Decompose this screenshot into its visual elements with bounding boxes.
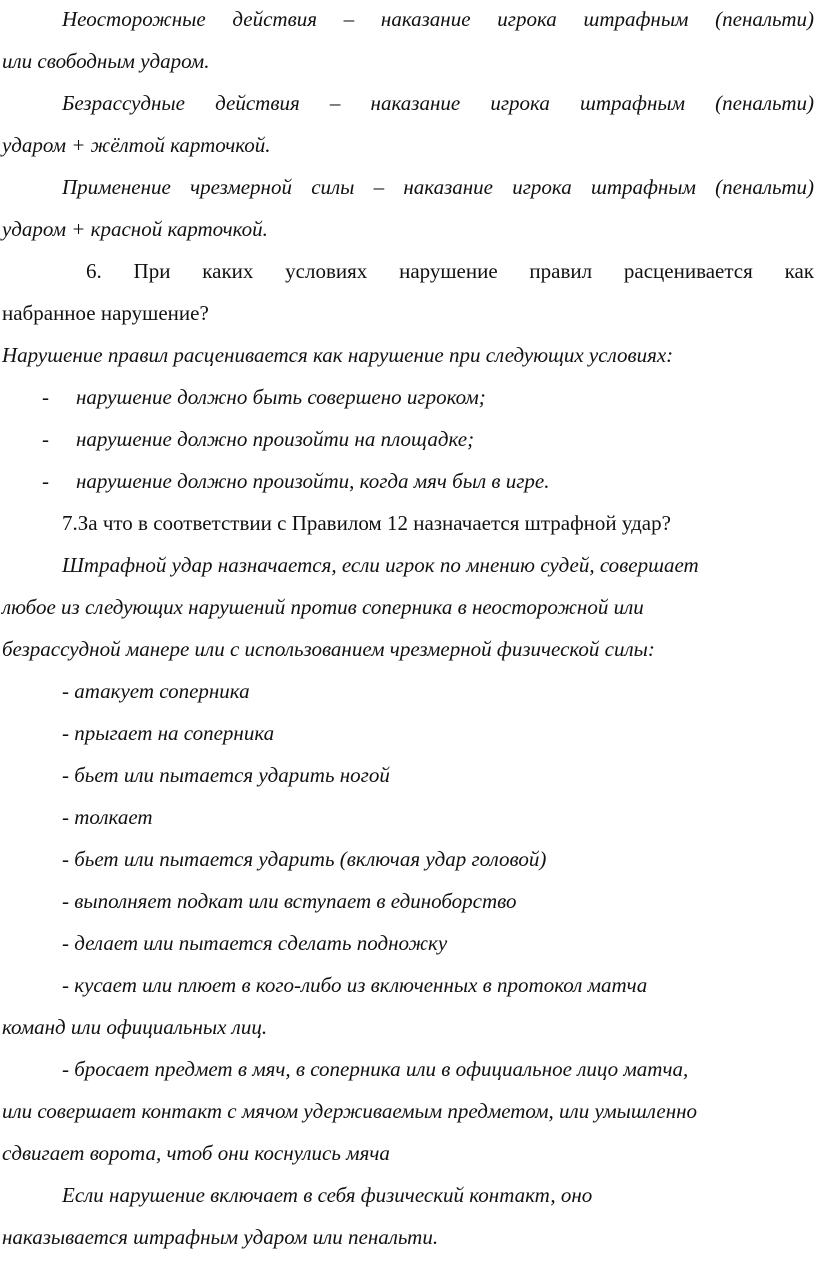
question-6-line1: 6. При каких условиях нарушение правил расценивается как — [86, 259, 814, 283]
final-paragraph-line2: наказывается штрафным ударом или пенальти. — [2, 1225, 439, 1249]
paragraph-careless-line2: или свободным ударом. — [2, 49, 210, 73]
foul-list-item: - выполняет подкат или вступает в единоборство — [62, 889, 517, 913]
foul-throw-line2: или совершает контакт с мячом удерживаемым предметом, или умышленно — [2, 1099, 698, 1123]
answer-7-line3: безрассудной манере или с использованием чрезмерной физической силы: — [2, 637, 655, 661]
final-paragraph-line1: Если нарушение включает в себя физический контакт, оно — [62, 1183, 593, 1207]
list-item-text: нарушение должно произойти, когда мяч был в игре. — [76, 469, 550, 493]
answer-6-intro: Нарушение правил расценивается как нарушение при следующих условиях: — [2, 343, 674, 367]
question-6-line2: набранное нарушение? — [2, 301, 209, 325]
list-dash: - — [42, 427, 49, 451]
list-dash: - — [42, 469, 49, 493]
foul-list-item: - атакует соперника — [62, 679, 250, 703]
paragraph-careless-line1: Неосторожные действия – наказание игрока штрафным (пенальти) — [62, 7, 814, 31]
foul-throw-line1: - бросает предмет в мяч, в соперника или в официальное лицо матча, — [62, 1057, 689, 1081]
list-item-text: нарушение должно произойти на площадке; — [76, 427, 475, 451]
foul-list-item-continuation: команд или официальных лиц. — [2, 1015, 268, 1039]
question-7: 7.За что в соответствии с Правилом 12 назначается штрафной удар? — [62, 511, 671, 535]
foul-list-item: - бьет или пытается ударить (включая удар головой) — [62, 847, 547, 871]
answer-7-line2: любое из следующих нарушений против соперника в неосторожной или — [2, 595, 644, 619]
foul-list-item: - прыгает на соперника — [62, 721, 275, 745]
list-item-text: нарушение должно быть совершено игроком; — [76, 385, 486, 409]
answer-7-line1: Штрафной удар назначается, если игрок по мнению судей, совершает — [62, 553, 699, 577]
foul-list-item: - бьет или пытается ударить ногой — [62, 763, 390, 787]
paragraph-reckless-line1: Безрассудные действия – наказание игрока штрафным (пенальти) — [62, 91, 814, 115]
foul-list-item: - кусает или плюет в кого-либо из включенных в протокол матча — [62, 973, 648, 997]
foul-list-item: - делает или пытается сделать подножку — [62, 931, 448, 955]
foul-throw-line3: сдвигает ворота, чтоб они коснулись мяча — [2, 1141, 390, 1165]
list-dash: - — [42, 385, 49, 409]
paragraph-reckless-line2: ударом + жёлтой карточкой. — [2, 133, 271, 157]
foul-list-item: - толкает — [62, 805, 153, 829]
paragraph-excessive-force-line1: Применение чрезмерной силы – наказание игрока штрафным (пенальти) — [62, 175, 814, 199]
paragraph-excessive-force-line2: ударом + красной карточкой. — [2, 217, 268, 241]
